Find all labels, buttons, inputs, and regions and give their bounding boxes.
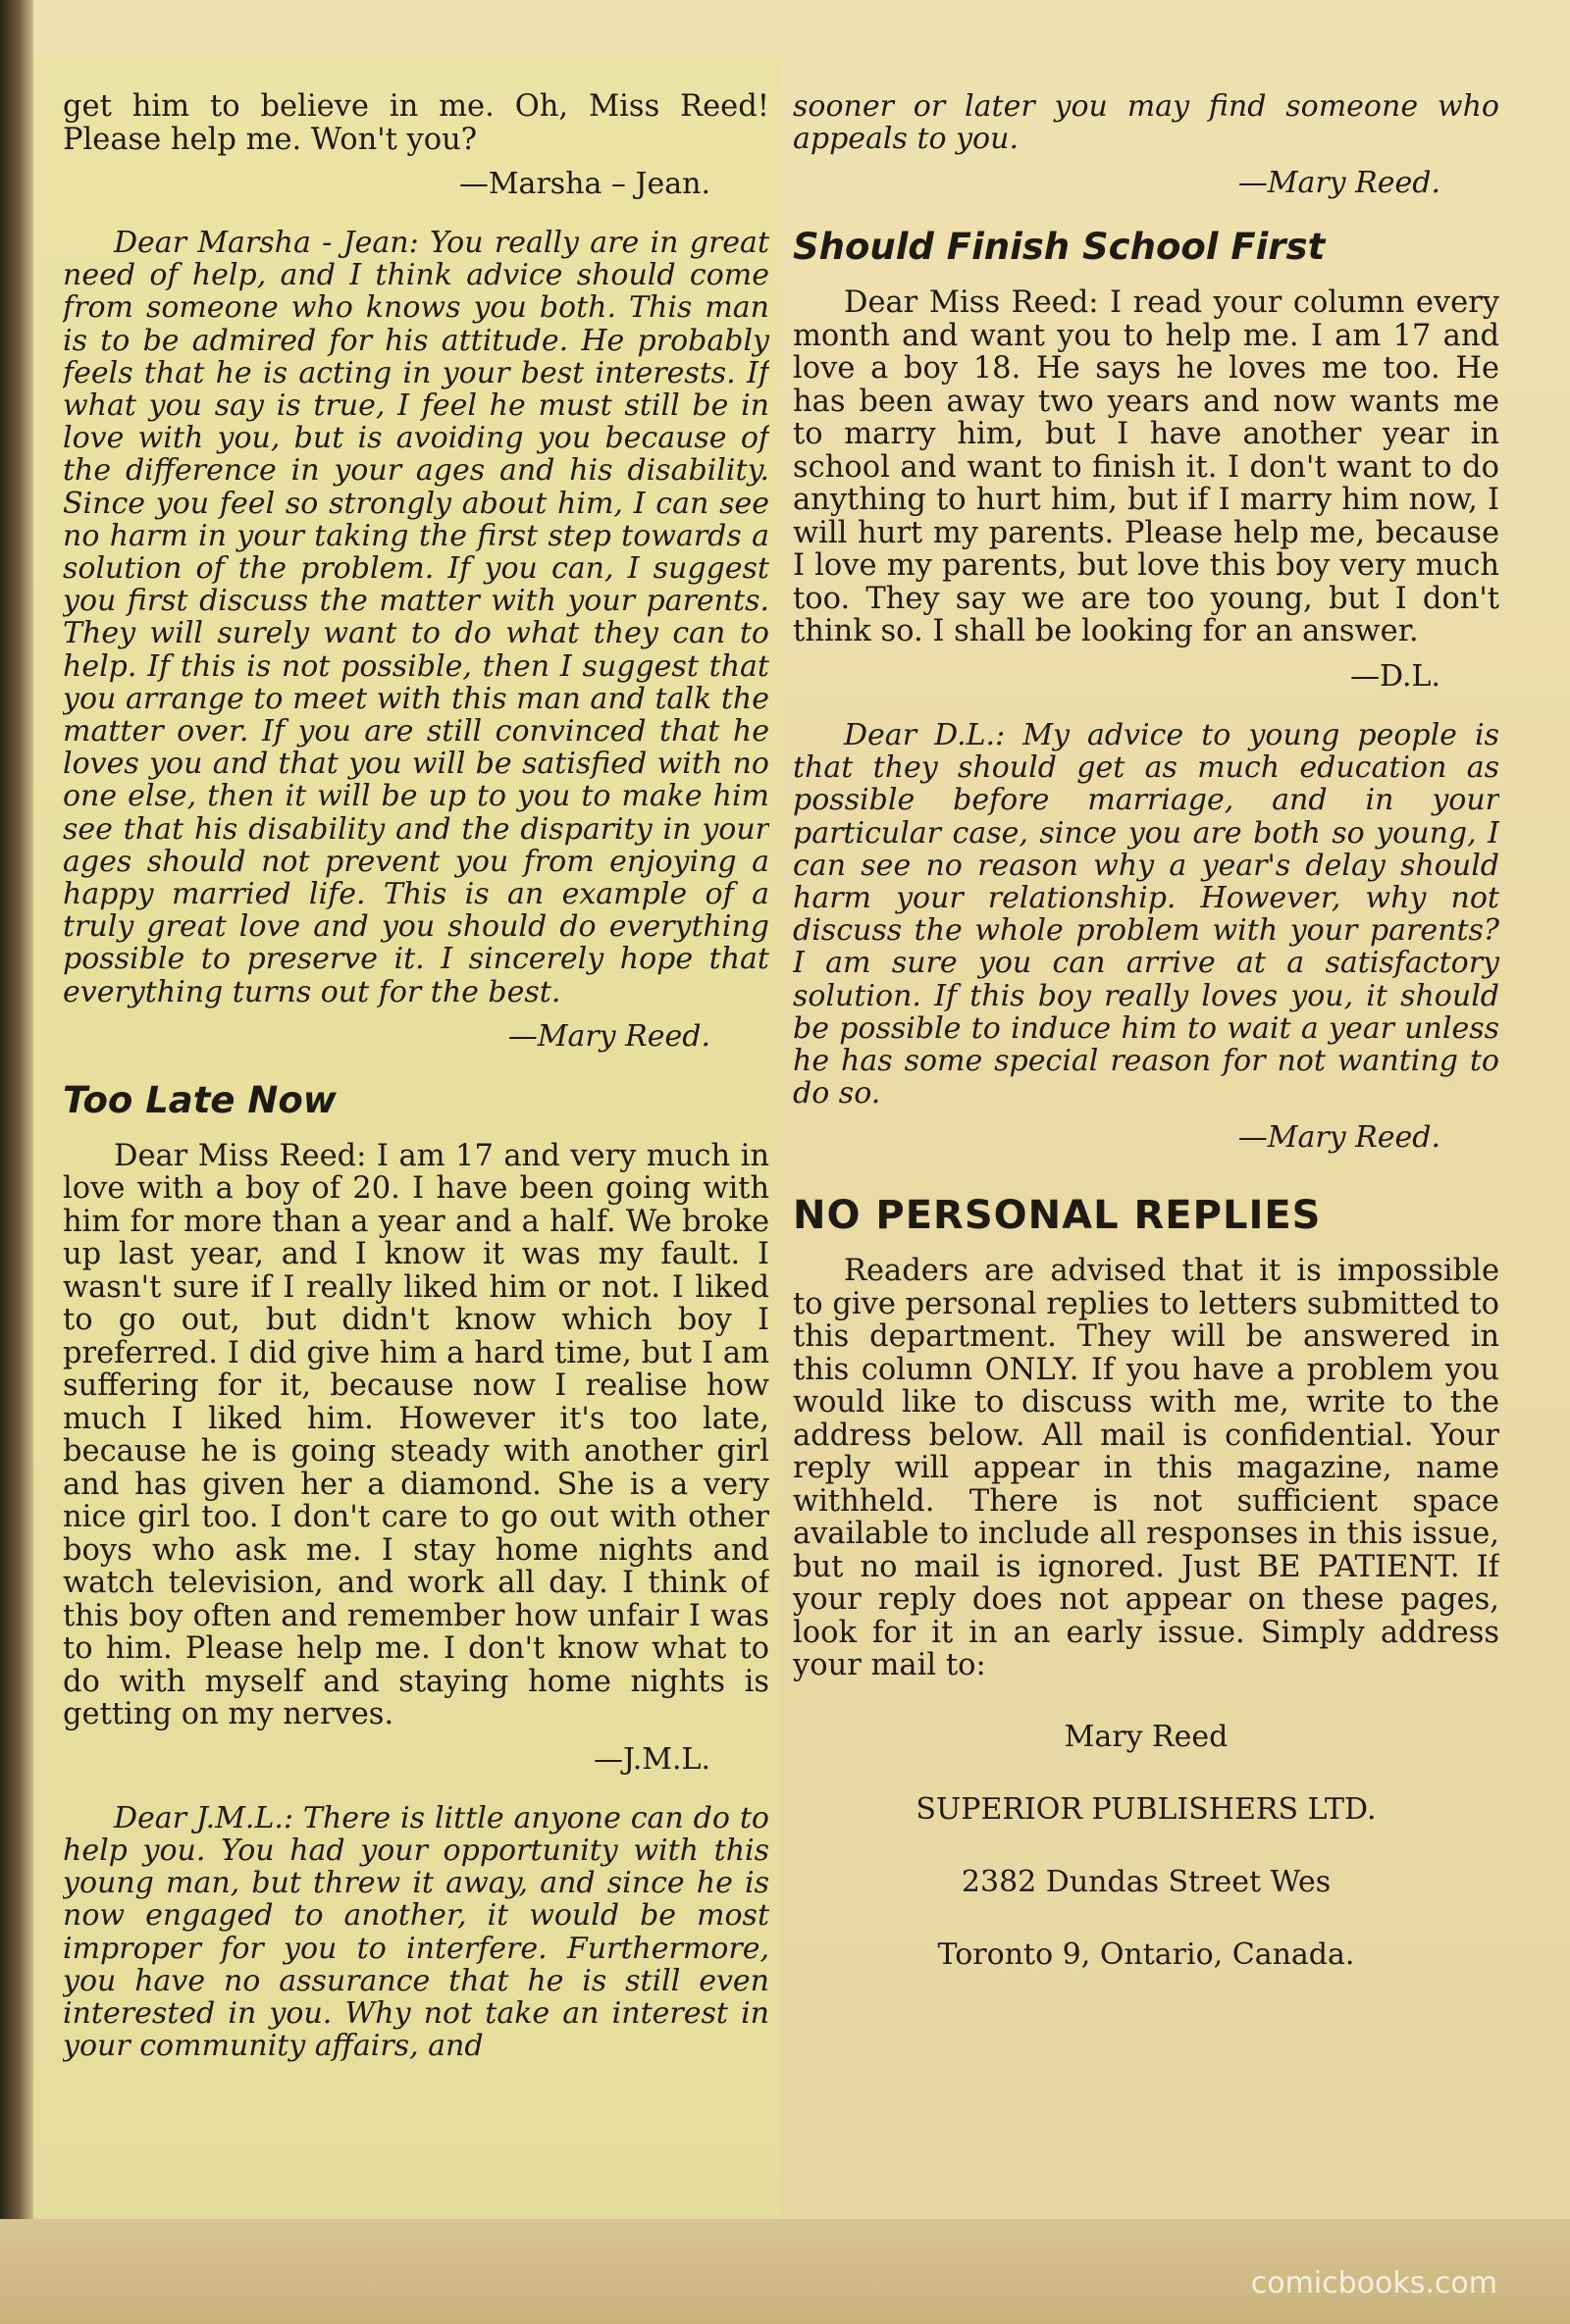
letter-3-text: Dear Miss Reed: I read your column every month and want you to help me. I am 17 and love a boy 18. He says he loves me too. He has been away two years and now wants me to marry him, but I have another year in school and want to finish it. I don't want to do anything to hurt him, but if I marry him now, I will hurt my parents. Please help me, because I love my parents, but love this boy very much too. They say we are too young, but I don't think so. I shall be looking for an answer. [793, 285, 1499, 649]
letter-3-signature: —D.L. [1350, 658, 1440, 694]
letter-2-signature: —J.M.L. [594, 1741, 710, 1777]
reply-1-text: Dear Marsha - Jean: You really are in great need of help, and I think advice should come from someone who knows you both. This man is to be admired for his attitude. He probably feels that he is acting in your best interests. If what you say is true, I feel he must still be in love with you, but is avoiding you because of the difference in your ages and his disability. Since you feel so strongly about him, I can see no harm in your taking the first step towards a solution of the problem. If you can, I suggest you first discuss the matter with your parents. They will surely want to do what they can to help. If this is not possible, then I suggest that you arrange to meet with this man and talk the matter over. If you are still convinced that he loves you and that you will be satisfied with no one else, then it will be up to you to make him see that his disability and the disparity in your ages should not prevent you from enjoying a happy married life. This is an example of a truly great love and you should do everything possible to preserve it. I sincerely hope that everything turns out for the best. [63, 226, 769, 1009]
address-name: Mary Reed [1064, 1719, 1229, 1754]
reply-2-text: Dear J.M.L.: There is little anyone can do to help you. You had your opportunity with this young man, but threw it away, and since he is now engaged to another, it would be most improper for you to interfere. Furthermore, you have no assurance that he is still even interested in you. Why not take an interest in your community affairs, and [63, 1800, 769, 2064]
left-column [63, 90, 769, 2209]
reply-3-text: Dear D.L.: My advice to young people is that they should get as much education as possible before marriage, and in your particular case, since you are both so young, I can see no reason why a year's delay should harm your relationship. However, why not discuss the whole problem with your parents? I am sure you can arrive at a satisfactory solution. If this boy really loves you, it should be possible to induce him to wait a year unless he has some special reason for not wanting to do so. [793, 717, 1499, 1111]
page-binding-edge [0, 0, 33, 2324]
reply-2-ending: sooner or later you may find someone who appeals to you. [793, 90, 1499, 157]
reply-2-signature: —Mary Reed. [1237, 166, 1440, 201]
address-street: 2382 Dundas Street Wes [961, 1864, 1332, 1899]
site-watermark: comicbooks.com [1250, 2266, 1497, 2300]
letter-1-ending: get him to believe in me. Oh, Miss Reed! Please help me. Won't you? [63, 90, 769, 157]
heading-no-personal-replies: NO PERSONAL REPLIES [793, 1193, 1322, 1239]
reply-1-signature: —Mary Reed. [507, 1018, 710, 1054]
address-city: Toronto 9, Ontario, Canada. [937, 1937, 1355, 1972]
right-column [793, 90, 1499, 2209]
notice-text: Readers are advised that it is impossible to give personal replies to letters submitted to this department. They will be answered in this column ONLY. If you have a problem you would like to discuss with me, write to the address below. All mail is confidential. Your reply will appear in this magazine, name withheld. There is not sufficient space available to include all responses in this issue, but no mail is ignored. Just BE PATIENT. If your reply does not appear on these pages, look for it in an early issue. Simply address your mail to: [793, 1254, 1499, 1683]
address-company: SUPERIOR PUBLISHERS LTD. [916, 1791, 1377, 1827]
reply-3-signature: —Mary Reed. [1237, 1120, 1440, 1156]
letter-2-text: Dear Miss Reed: I am 17 and very much in love with a boy of 20. I have been going with him for more than a year and a half. We broke up last year, and I know it was my fault. I wasn't sure if I really liked him or not. I liked to go out, but didn't know which boy I preferred. I did give him a hard time, but I am suffering for it, because now I realise how much I liked him. However it's too late, because he is going steady with another girl and has given her a diamond. She is a very nice girl too. I don't care to go out with other boys who ask me. I stay home nights and watch television, and work all day. I think of this boy often and remember how unfair I was to him. Please help me. I don't know what to do with myself and staying home nights is getting on my nerves. [63, 1138, 769, 1732]
letter-1-signature: —Marsha – Jean. [458, 167, 710, 201]
heading-should-finish-school-first: Should Finish School First [793, 226, 1326, 269]
heading-too-late-now: Too Late Now [63, 1078, 337, 1121]
